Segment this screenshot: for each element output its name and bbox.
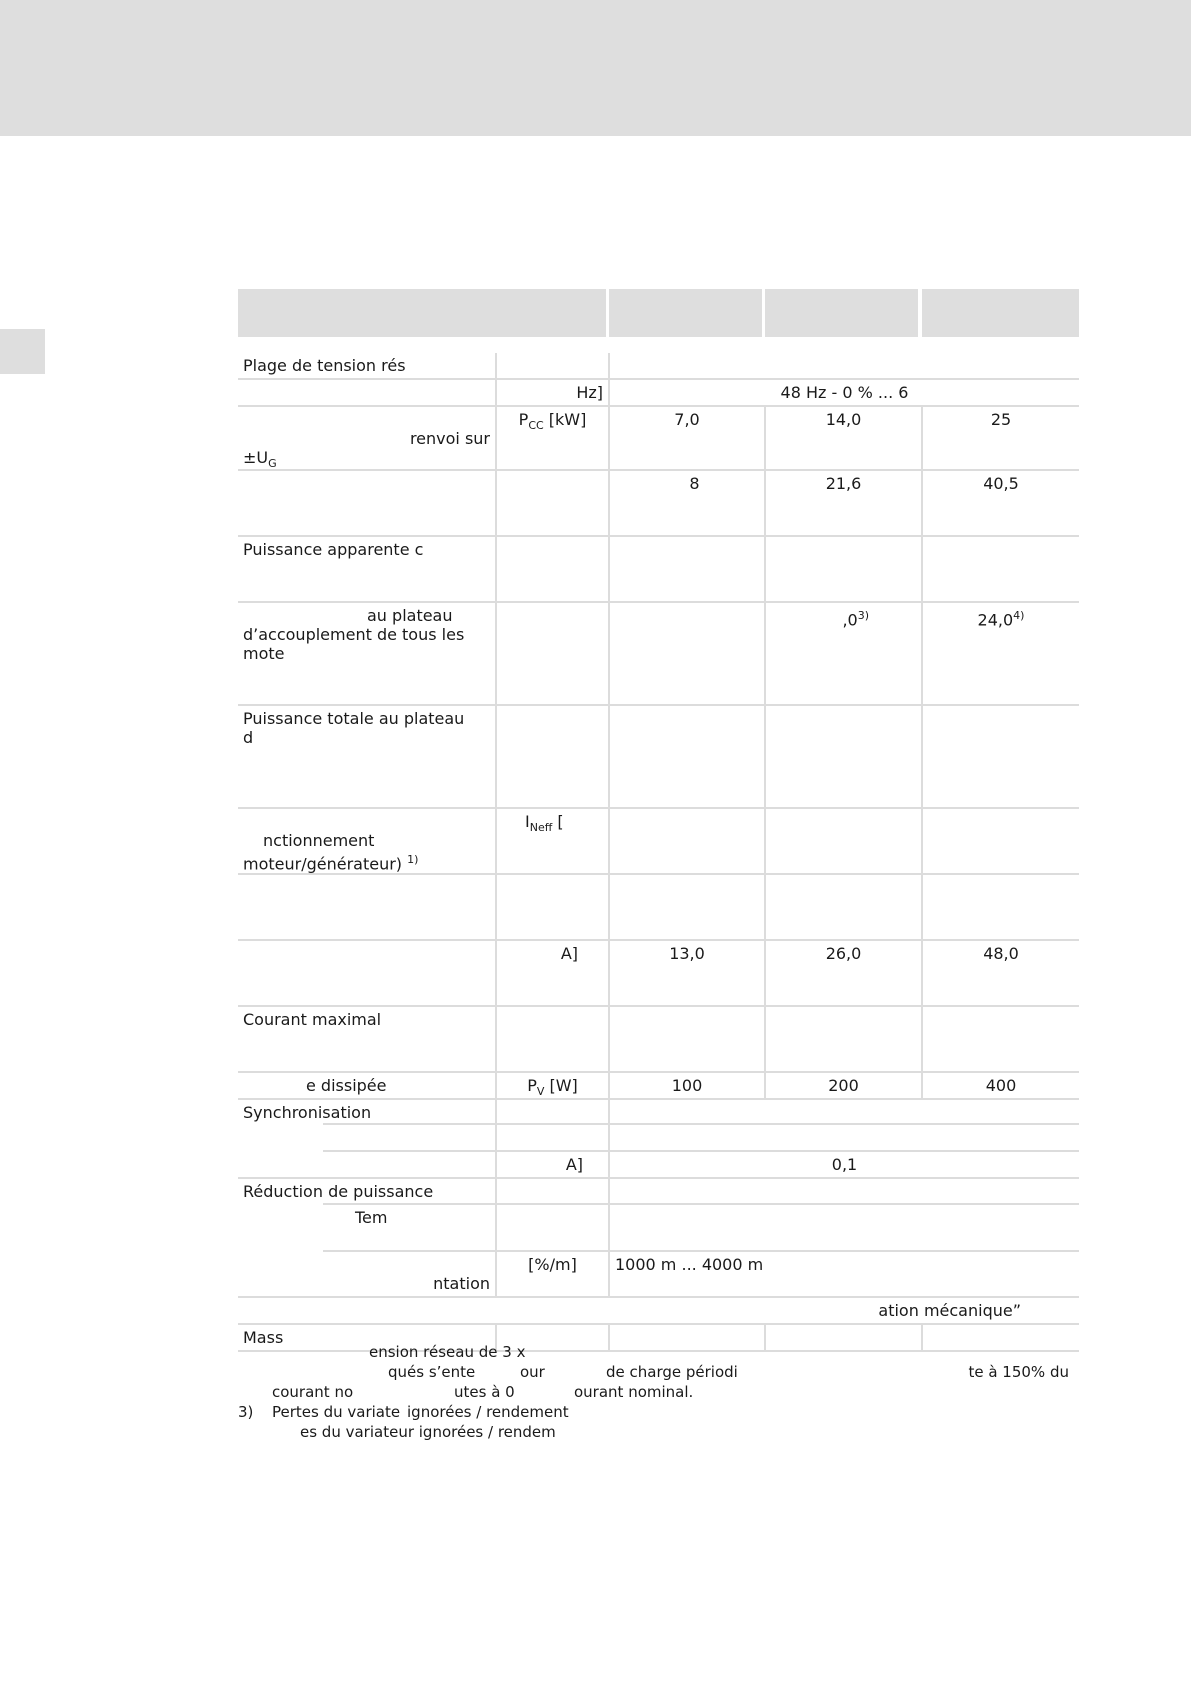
table-row [238, 1252, 1079, 1298]
row-unit [495, 875, 608, 939]
technical-data-table [238, 289, 1079, 1352]
label-line: moteur/générateur) $^{1)}$ [243, 853, 419, 874]
table-row [238, 809, 1079, 875]
row-label: Courant maximal [243, 1010, 382, 1029]
row-value [608, 1205, 1079, 1252]
table-row [238, 1205, 1079, 1252]
row-value-model-2 [764, 809, 921, 873]
label-line: mote [243, 644, 285, 663]
row-value-model-2: 21,6 [764, 471, 921, 535]
row-value-model-3 [921, 706, 1079, 807]
row-value-model-1 [608, 706, 764, 807]
row-unit: A] [495, 1152, 608, 1177]
table-row [238, 1100, 1079, 1125]
row-value-model-1: 100 [608, 1073, 764, 1098]
chapter-side-tab [0, 329, 45, 374]
table-row [238, 1179, 1079, 1205]
table-row [238, 407, 1079, 471]
row-unit [495, 471, 608, 535]
footnote-line: es du variateur ignorées / rendem [300, 1423, 556, 1441]
table-row [238, 875, 1079, 941]
row-value: 0,1 [608, 1152, 1079, 1177]
row-value-model-3: 400 [921, 1073, 1079, 1098]
footnote-line: courant no utes à 0 ourant nominal. [272, 1383, 694, 1401]
page-header-band [0, 0, 1191, 136]
row-value [608, 353, 1079, 378]
row-label [238, 809, 495, 873]
row-value: 48 Hz - 0 % ... 6 [608, 380, 1079, 405]
row-label: Puissance apparente c [243, 540, 424, 559]
row-label [323, 1125, 495, 1152]
row-value-model-2: 14,0 [764, 407, 921, 469]
row-label [238, 941, 495, 1005]
footnote-line: 3) Pertes du variate ignorées / rendement [238, 1403, 569, 1421]
row-value-model-1 [608, 603, 764, 704]
row-value-model-2 [764, 537, 921, 601]
table-row [238, 1007, 1079, 1073]
row-unit [495, 706, 608, 807]
row-label [238, 603, 495, 704]
table-row [238, 1152, 1079, 1179]
table-row [238, 1298, 1079, 1325]
row-unit: Hz] [495, 380, 608, 405]
row-value [608, 1125, 1079, 1152]
row-unit: [%/m] [495, 1252, 608, 1296]
row-value-model-1: 7,0 [608, 407, 764, 469]
row-label: Réduction de puissance [243, 1182, 434, 1201]
header-cell-model-3 [922, 289, 1079, 337]
label-line: $\pm U_G$ [243, 448, 277, 471]
row-unit [495, 1007, 608, 1071]
row-unit: A] [495, 941, 608, 1005]
row-value: 1000 m ... 4000 m [608, 1252, 1079, 1296]
label-line: d’accouplement de tous les [243, 625, 465, 644]
row-unit [495, 603, 608, 704]
row-value-model-2: ,0$^{3)}$ [764, 603, 921, 704]
label-line: renvoi sur [409, 429, 490, 448]
row-value-model-3 [921, 809, 1079, 873]
row-value [608, 1100, 1079, 1125]
row-value-model-3 [921, 1007, 1079, 1071]
footnotes [238, 1342, 1079, 1442]
row-label [238, 875, 495, 939]
table-row [238, 603, 1079, 706]
row-value [608, 1179, 1079, 1205]
row-label [238, 1152, 495, 1177]
row-value-model-1: 8 [608, 471, 764, 535]
row-label: Plage de tension rés [243, 356, 406, 375]
row-value-model-2 [764, 706, 921, 807]
footnote-line: ension réseau de 3 x [369, 1343, 526, 1361]
row-unit [495, 1205, 608, 1252]
row-value-model-1: 13,0 [608, 941, 764, 1005]
label-line: ntation [433, 1274, 490, 1293]
row-value-model-3: 24,0$^{4)}$ [921, 603, 1079, 704]
row-label [238, 1298, 495, 1323]
table-row [238, 353, 1079, 380]
row-value: ation mécanique” [878, 1301, 1021, 1320]
row-value-model-3 [921, 875, 1079, 939]
table-row [238, 471, 1079, 537]
table-row [238, 941, 1079, 1007]
row-label: e dissipée [306, 1076, 387, 1095]
row-value-model-1 [608, 537, 764, 601]
label-line: Puissance totale au plateau [243, 709, 465, 728]
row-label [238, 706, 495, 807]
row-label: Mass [243, 1328, 284, 1347]
row-label [323, 1252, 495, 1296]
row-label [238, 407, 495, 469]
header-cell-designation [238, 289, 606, 337]
row-value-model-2 [764, 875, 921, 939]
table-row [238, 706, 1079, 809]
row-value-model-2: 200 [764, 1073, 921, 1098]
label-line: au plateau [367, 606, 453, 625]
header-cell-model-2 [765, 289, 918, 337]
label-line: nctionnement [263, 831, 375, 850]
row-unit [495, 353, 608, 378]
footnote-line: qués s’ente our de charge périodi te à 150% du [388, 1363, 1069, 1381]
row-value-model-1 [608, 875, 764, 939]
row-value-model-1 [608, 1007, 764, 1071]
table-header [238, 289, 1079, 337]
table-row [238, 1073, 1079, 1100]
row-label: Synchronisation [243, 1103, 372, 1122]
row-label: Tem [355, 1208, 388, 1227]
row-label [238, 380, 495, 405]
row-value-model-1 [608, 809, 764, 873]
row-value-model-3: 40,5 [921, 471, 1079, 535]
label-line: d [243, 728, 254, 747]
table-row [238, 537, 1079, 603]
table-row [238, 1125, 1079, 1152]
row-unit [495, 1179, 608, 1205]
row-unit: $P_{CC}$ [kW] [495, 407, 608, 469]
row-value-model-2 [764, 1007, 921, 1071]
header-cell-model-1 [609, 289, 762, 337]
row-unit: $P_V$ [W] [495, 1073, 608, 1098]
row-label [238, 471, 495, 535]
row-unit [495, 1100, 608, 1125]
row-unit [495, 1125, 608, 1152]
row-unit [495, 537, 608, 601]
row-unit: $I_{Neff}$ [ [495, 809, 608, 873]
row-value-model-2: 26,0 [764, 941, 921, 1005]
row-value-model-3 [921, 537, 1079, 601]
table-row [238, 380, 1079, 407]
row-value-model-3: 48,0 [921, 941, 1079, 1005]
row-value-model-3: 25 [921, 407, 1079, 469]
